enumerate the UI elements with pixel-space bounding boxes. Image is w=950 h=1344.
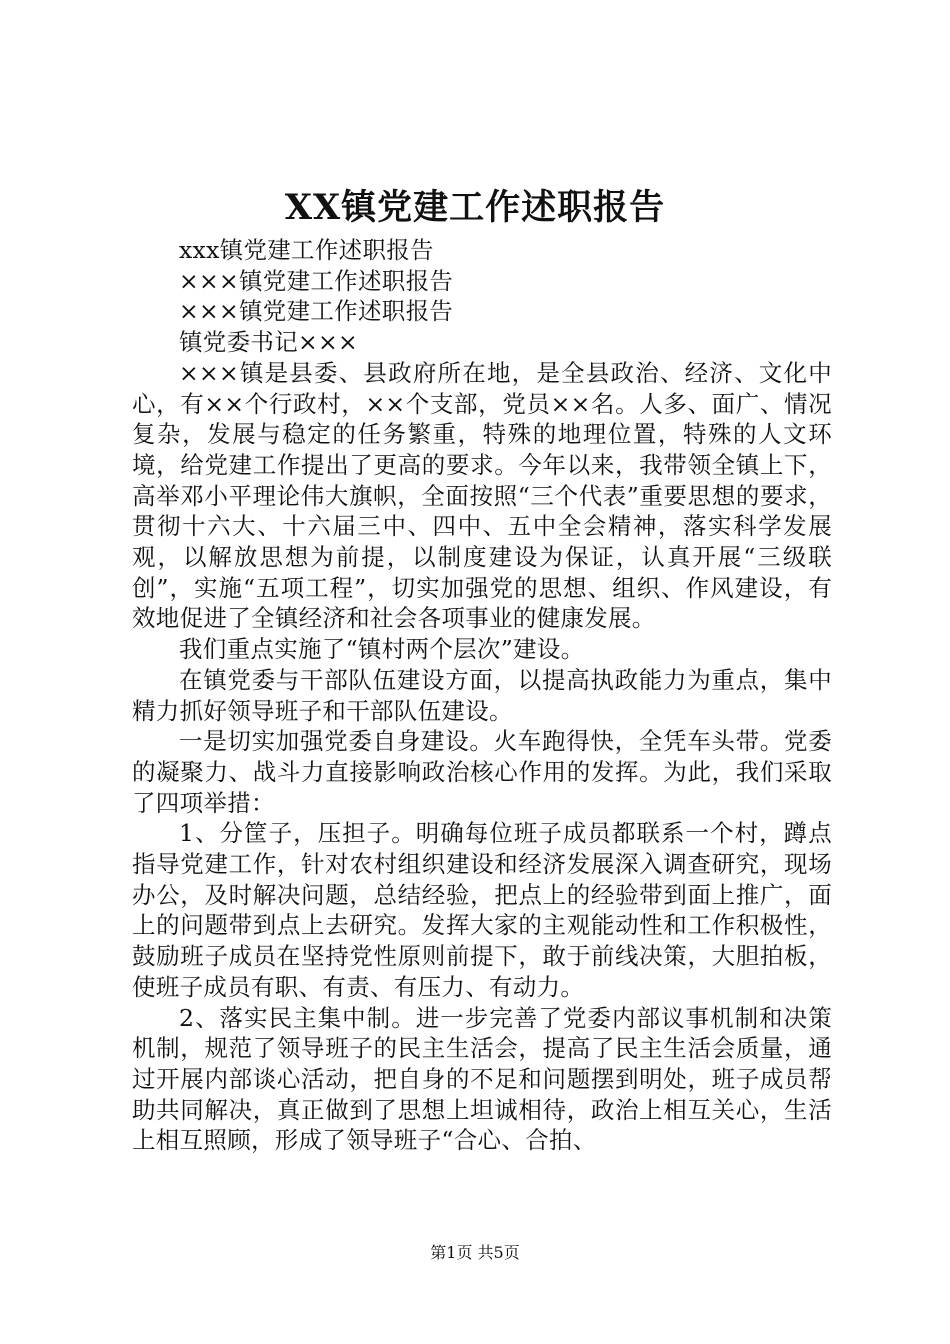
paragraph: 我们重点实施了“镇村两个层次”建设。 <box>179 635 585 664</box>
paragraph: ×××镇是县委、县政府所在地，是全县政治、经济、文化中心，有××个行政村，××个支部，党员××名。人多、面广、情况复杂，发展与稳定的任务繁重，特殊的地理位置，特殊的人文环境，给党建工作提出了更高的要求。今年以来，我带领全镇上下，高举邓小平理论伟大旗帜，全面按照“三个代表”重要思想的要求，贯彻十六大、十六届三中、四中、五中全会精神，落实科学发展观，以解放思想为前提，以制度建设为保证，认真开展“三级联创”，实施“五项工程”，切实加强党的思想、组织、作风建设，有效地促进了全镇经济和社会各项事业的健康发展。 <box>132 358 832 633</box>
paragraph: 镇党委书记××× <box>179 328 358 357</box>
paragraph: 在镇党委与干部队伍建设方面，以提高执政能力为重点，集中精力抓好领导班子和干部队伍建设。 <box>132 665 832 725</box>
document-title: XX镇党建工作述职报告 <box>284 187 666 228</box>
paragraph: 一是切实加强党委自身建设。火车跑得快，全凭车头带。党委的凝聚力、战斗力直接影响政治核心作用的发挥。为此，我们采取了四项举措： <box>132 727 832 817</box>
document-body <box>132 235 832 1156</box>
paragraph: ×××镇党建工作述职报告 <box>179 266 454 295</box>
page-number-footer: 第1页 共5页 <box>430 1243 520 1262</box>
paragraph: 2、落实民主集中制。进一步完善了党委内部议事机制和决策机制，规范了领导班子的民主生活会，提高了民主生活会质量，通过开展内部谈心活动，把自身的不足和问题摆到明处，班子成员帮助共同解决，真正做到了思想上坦诚相待，政治上相互关心，生活上相互照顾，形成了领导班子“合心、合拍、 <box>132 1003 832 1155</box>
paragraph: ×××镇党建工作述职报告 <box>179 297 454 326</box>
paragraph: xxx镇党建工作述职报告 <box>179 236 434 264</box>
paragraph: 1、分筐子，压担子。明确每位班子成员都联系一个村，蹲点指导党建工作，针对农村组织建设和经济发展深入调查研究，现场办公，及时解决问题，总结经验，把点上的经验带到面上推广，面上的问题带到点上去研究。发挥大家的主观能动性和工作积极性，鼓励班子成员在坚持党性原则前提下，敢于前线决策，大胆拍板，使班子成员有职、有责、有压力、有动力。 <box>132 819 832 1001</box>
